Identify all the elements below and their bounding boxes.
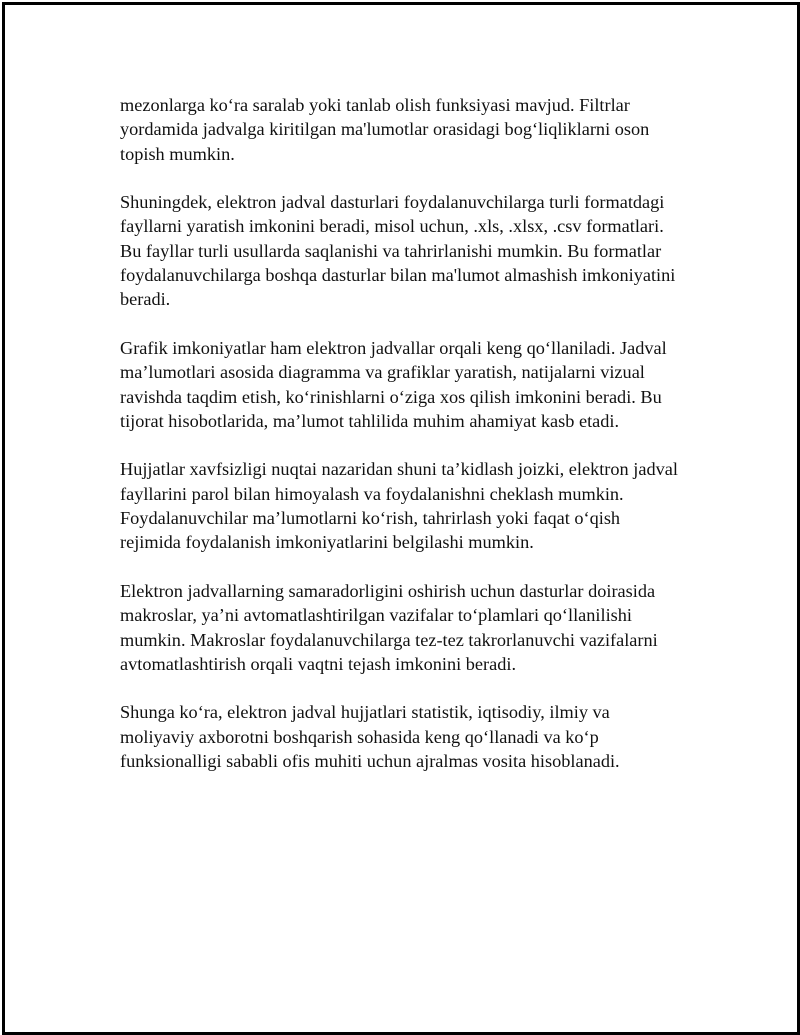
paragraph-3: Grafik imkoniyatlar ham elektron jadvallar orqali keng qo‘llaniladi. Jadval ma’lumotlari asosida diagramma va grafiklar yaratish, natijalarni vizual ravishda taqdim etish, ko‘rinishlarni o‘ziga xos qilish imkonini beradi. Bu tijorat hisobotlarida, ma’lumot tahlilida muhim ahamiyat kasb etadi.	[120, 337, 667, 431]
paragraph-2: Shuningdek, elektron jadval dasturlari foydalanuvchilarga turli formatdagi fayllarni yaratish imkonini beradi, misol uchun, .xls, .xlsx, .csv formatlari. Bu fayllar turli usullarda saqlanishi va tahrirlanishi mumkin. Bu formatlar foydalanuvchilarga boshqa dasturlar bilan ma'lumot almashish imkoniyatini beradi.	[120, 192, 676, 310]
paragraph-5: Elektron jadvallarning samaradorligini oshirish uchun dasturlar doirasida makroslar, ya’ni avtomatlashtirilgan vazifalar to‘plamlari qo‘llanilishi mumkin. Makroslar foydalanuvchilarga tez-tez takrorlanuvchi vazifalarni avtomatlashtirish orqali vaqtni tejash imkonini beradi.	[120, 580, 658, 674]
page-border	[2, 2, 800, 1035]
document-body	[120, 93, 690, 798]
paragraph-6: Shunga ko‘ra, elektron jadval hujjatlari statistik, iqtisodiy, ilmiy va moliyaviy axborotni boshqarish sohasida keng qo‘llanadi va ko‘p funksionalligi sababli ofis muhiti uchun ajralmas vosita hisoblanadi.	[120, 702, 620, 772]
paragraph-1: mezonlarga ko‘ra saralab yoki tanlab olish funksiyasi mavjud. Filtrlar yordamida jadvalga kiritilgan ma'lumotlar orasidagi bog‘liqliklarni oson topish mumkin.	[120, 95, 650, 164]
paragraph-4: Hujjatlar xavfsizligi nuqtai nazaridan shuni ta’kidlash joizki, elektron jadval fayllarini parol bilan himoyalash va foydalanishni cheklash mumkin. Foydalanuvchilar ma’lumotlarni ko‘rish, tahrirlash yoki faqat o‘qish rejimida foydalanish imkoniyatlarini belgilashi mumkin.	[120, 459, 678, 553]
